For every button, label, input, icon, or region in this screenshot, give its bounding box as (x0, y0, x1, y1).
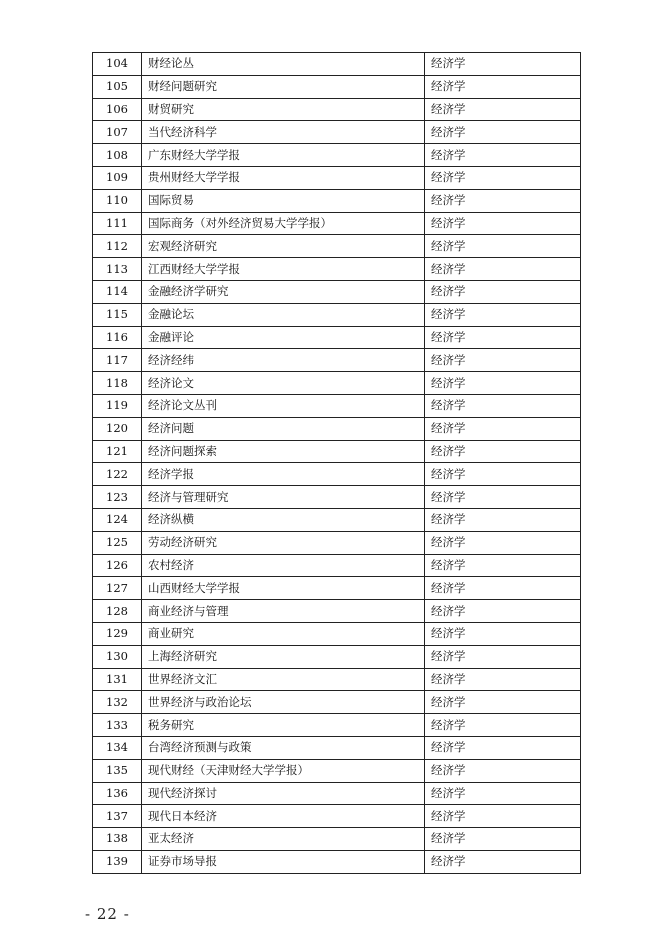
journal-name-cell: 财经论丛 (142, 53, 425, 76)
row-number-cell: 121 (93, 440, 142, 463)
table-row (93, 189, 581, 212)
subject-cell: 经济学 (425, 440, 581, 463)
page-number: - 22 - (85, 905, 130, 923)
table-row (93, 75, 581, 98)
row-number-cell: 122 (93, 463, 142, 486)
row-number-cell: 139 (93, 850, 142, 873)
row-number-cell: 125 (93, 531, 142, 554)
subject-cell: 经济学 (425, 531, 581, 554)
table-row (93, 736, 581, 759)
table-row (93, 326, 581, 349)
row-number-cell: 108 (93, 144, 142, 167)
journal-name-cell: 财贸研究 (142, 98, 425, 121)
table-row (93, 828, 581, 851)
journal-name-cell: 世界经济与政治论坛 (142, 691, 425, 714)
row-number-cell: 118 (93, 372, 142, 395)
row-number-cell: 138 (93, 828, 142, 851)
subject-cell: 经济学 (425, 828, 581, 851)
journal-name-cell: 台湾经济预测与政策 (142, 736, 425, 759)
subject-cell: 经济学 (425, 394, 581, 417)
subject-cell: 经济学 (425, 691, 581, 714)
row-number-cell: 111 (93, 212, 142, 235)
row-number-cell: 124 (93, 508, 142, 531)
journal-name-cell: 经济论文丛刊 (142, 394, 425, 417)
table-row (93, 531, 581, 554)
row-number-cell: 113 (93, 258, 142, 281)
journal-name-cell: 商业研究 (142, 622, 425, 645)
subject-cell: 经济学 (425, 144, 581, 167)
journal-name-cell: 经济经纬 (142, 349, 425, 372)
subject-cell: 经济学 (425, 326, 581, 349)
journal-name-cell: 商业经济与管理 (142, 600, 425, 623)
table-row (93, 144, 581, 167)
table-row (93, 166, 581, 189)
subject-cell: 经济学 (425, 736, 581, 759)
journal-name-cell: 农村经济 (142, 554, 425, 577)
subject-cell: 经济学 (425, 189, 581, 212)
row-number-cell: 112 (93, 235, 142, 258)
journal-name-cell: 经济与管理研究 (142, 486, 425, 509)
subject-cell: 经济学 (425, 463, 581, 486)
table-row (93, 463, 581, 486)
row-number-cell: 133 (93, 714, 142, 737)
subject-cell: 经济学 (425, 417, 581, 440)
row-number-cell: 120 (93, 417, 142, 440)
row-number-cell: 135 (93, 759, 142, 782)
row-number-cell: 115 (93, 303, 142, 326)
row-number-cell: 131 (93, 668, 142, 691)
table-body (93, 53, 581, 874)
subject-cell: 经济学 (425, 486, 581, 509)
subject-cell: 经济学 (425, 121, 581, 144)
journal-name-cell: 劳动经济研究 (142, 531, 425, 554)
row-number-cell: 104 (93, 53, 142, 76)
row-number-cell: 129 (93, 622, 142, 645)
journal-name-cell: 经济论文 (142, 372, 425, 395)
subject-cell: 经济学 (425, 850, 581, 873)
table-row (93, 759, 581, 782)
table-row (93, 554, 581, 577)
table-row (93, 691, 581, 714)
table-row (93, 440, 581, 463)
row-number-cell: 109 (93, 166, 142, 189)
subject-cell: 经济学 (425, 600, 581, 623)
row-number-cell: 110 (93, 189, 142, 212)
table-row (93, 280, 581, 303)
journal-name-cell: 广东财经大学学报 (142, 144, 425, 167)
table-row (93, 850, 581, 873)
journal-name-cell: 经济纵横 (142, 508, 425, 531)
table-row (93, 805, 581, 828)
subject-cell: 经济学 (425, 53, 581, 76)
row-number-cell: 114 (93, 280, 142, 303)
journal-name-cell: 上海经济研究 (142, 645, 425, 668)
journal-name-cell: 山西财经大学学报 (142, 577, 425, 600)
journal-name-cell: 经济学报 (142, 463, 425, 486)
journal-name-cell: 国际贸易 (142, 189, 425, 212)
table-row (93, 417, 581, 440)
subject-cell: 经济学 (425, 258, 581, 281)
table-row (93, 53, 581, 76)
table-row (93, 212, 581, 235)
table-row (93, 622, 581, 645)
table-row (93, 258, 581, 281)
row-number-cell: 116 (93, 326, 142, 349)
journal-name-cell: 贵州财经大学学报 (142, 166, 425, 189)
journal-name-cell: 证券市场导报 (142, 850, 425, 873)
table-row (93, 668, 581, 691)
table-row (93, 235, 581, 258)
journal-name-cell: 金融评论 (142, 326, 425, 349)
journal-name-cell: 税务研究 (142, 714, 425, 737)
subject-cell: 经济学 (425, 782, 581, 805)
subject-cell: 经济学 (425, 349, 581, 372)
row-number-cell: 134 (93, 736, 142, 759)
subject-cell: 经济学 (425, 235, 581, 258)
table-row (93, 394, 581, 417)
row-number-cell: 127 (93, 577, 142, 600)
journal-name-cell: 财经问题研究 (142, 75, 425, 98)
row-number-cell: 128 (93, 600, 142, 623)
subject-cell: 经济学 (425, 668, 581, 691)
journal-name-cell: 世界经济文汇 (142, 668, 425, 691)
row-number-cell: 132 (93, 691, 142, 714)
row-number-cell: 117 (93, 349, 142, 372)
subject-cell: 经济学 (425, 508, 581, 531)
table-row (93, 303, 581, 326)
subject-cell: 经济学 (425, 280, 581, 303)
table-row (93, 349, 581, 372)
row-number-cell: 105 (93, 75, 142, 98)
table-row (93, 486, 581, 509)
journal-name-cell: 亚太经济 (142, 828, 425, 851)
table-row (93, 714, 581, 737)
subject-cell: 经济学 (425, 98, 581, 121)
journal-name-cell: 经济问题 (142, 417, 425, 440)
row-number-cell: 137 (93, 805, 142, 828)
table-row (93, 645, 581, 668)
subject-cell: 经济学 (425, 372, 581, 395)
subject-cell: 经济学 (425, 212, 581, 235)
journal-name-cell: 当代经济科学 (142, 121, 425, 144)
table-row (93, 577, 581, 600)
subject-cell: 经济学 (425, 303, 581, 326)
table-row (93, 121, 581, 144)
table-row (93, 372, 581, 395)
journal-name-cell: 国际商务（对外经济贸易大学学报） (142, 212, 425, 235)
table-row (93, 98, 581, 121)
row-number-cell: 119 (93, 394, 142, 417)
subject-cell: 经济学 (425, 554, 581, 577)
journal-name-cell: 宏观经济研究 (142, 235, 425, 258)
row-number-cell: 130 (93, 645, 142, 668)
subject-cell: 经济学 (425, 645, 581, 668)
row-number-cell: 136 (93, 782, 142, 805)
row-number-cell: 106 (93, 98, 142, 121)
subject-cell: 经济学 (425, 805, 581, 828)
journal-name-cell: 江西财经大学学报 (142, 258, 425, 281)
journal-name-cell: 现代财经（天津财经大学学报） (142, 759, 425, 782)
row-number-cell: 123 (93, 486, 142, 509)
journal-name-cell: 现代日本经济 (142, 805, 425, 828)
table-row (93, 600, 581, 623)
row-number-cell: 126 (93, 554, 142, 577)
subject-cell: 经济学 (425, 714, 581, 737)
journal-name-cell: 金融经济学研究 (142, 280, 425, 303)
table-row (93, 782, 581, 805)
table-row (93, 508, 581, 531)
subject-cell: 经济学 (425, 166, 581, 189)
journal-name-cell: 金融论坛 (142, 303, 425, 326)
journal-name-cell: 现代经济探讨 (142, 782, 425, 805)
journal-name-cell: 经济问题探索 (142, 440, 425, 463)
subject-cell: 经济学 (425, 759, 581, 782)
journal-table (92, 52, 581, 874)
subject-cell: 经济学 (425, 75, 581, 98)
subject-cell: 经济学 (425, 622, 581, 645)
subject-cell: 经济学 (425, 577, 581, 600)
row-number-cell: 107 (93, 121, 142, 144)
